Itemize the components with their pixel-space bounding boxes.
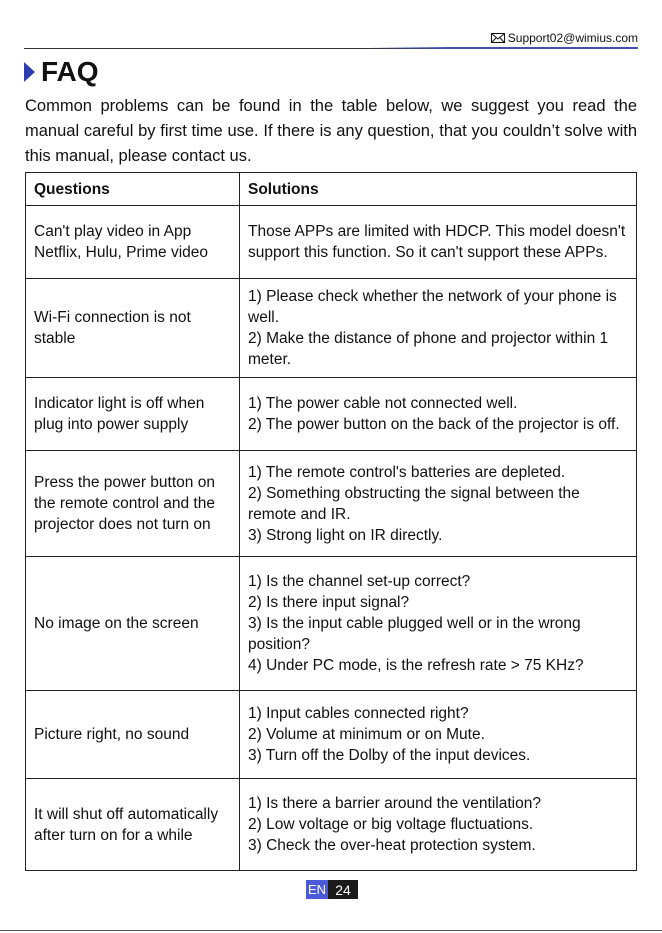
solution-line: 1) Input cables connected right? [248,705,469,722]
page-title [24,56,99,88]
solution-line: 3) Is the input cable plugged well or in the wrong position? [248,615,581,653]
solution-cell [240,451,637,557]
table-row [26,206,637,279]
table-row [26,451,637,557]
table-row [26,557,637,691]
question-cell: Wi-Fi connection is not stable [26,279,240,378]
solution-line: 2) Make the distance of phone and projector within 1 meter. [248,330,609,368]
solution-cell [240,378,637,451]
solution-line: 2) Low voltage or big voltage fluctuations. [248,816,534,833]
solution-line: 3) Turn off the Dolby of the input devices. [248,747,531,764]
page-number [306,880,358,899]
table-row [26,279,637,378]
header-email [491,31,638,45]
page-number-value: 24 [328,880,358,899]
question-cell: Can't play video in App Netflix, Hulu, Prime video [26,206,240,279]
solution-line: Those APPs are limited with HDCP. This model doesn't support this function. So it can't support these APPs. [248,223,626,261]
footer-rule [0,930,662,931]
title-arrow-icon [24,62,35,82]
header-solutions: Solutions [240,173,637,206]
page-title-text: FAQ [41,56,99,87]
question-cell: Press the power button on the remote control and the projector does not turn on [26,451,240,557]
solution-line: 1) The power cable not connected well. [248,395,518,412]
solution-line: 2) Is there input signal? [248,594,410,611]
solution-line: 1) The remote control's batteries are depleted. [248,463,566,481]
solution-line: 2) The power button on the back of the projector is off. [248,416,620,433]
solution-line: 2) Something obstructing the signal between the remote and IR. [248,484,580,523]
solution-line: 1) Is there a barrier around the ventilation? [248,795,541,812]
solution-line: 1) Please check whether the network of your phone is well. [248,288,617,326]
header-questions: Questions [26,173,240,206]
question-cell: Indicator light is off when plug into power supply [26,378,240,451]
solution-cell [240,779,637,871]
solution-line: 1) Is the channel set-up correct? [248,573,471,590]
question-cell: No image on the screen [26,557,240,691]
solution-cell [240,691,637,779]
table-row [26,779,637,871]
solution-line: 4) Under PC mode, is the refresh rate > 75 KHz? [248,657,584,674]
question-cell: It will shut off automatically after turn on for a while [26,779,240,871]
solution-cell [240,206,637,279]
solution-line: 3) Strong light on IR directly. [248,526,443,544]
solution-cell [240,557,637,691]
solution-line: 2) Volume at minimum or on Mute. [248,726,485,743]
faq-table [25,172,637,871]
solution-cell [240,279,637,378]
language-badge: EN [307,882,327,897]
table-row [26,691,637,779]
question-cell: Picture right, no sound [26,691,240,779]
intro-paragraph: Common problems can be found in the table below, we suggest you read the manual careful by first time use. If there is any question, that you couldn’t solve with this manual, please contact us. [25,97,637,165]
header-accent-line [368,47,638,49]
solution-line: 3) Check the over-heat protection system. [248,837,536,854]
header-rule [24,48,638,49]
table-row [26,378,637,451]
email-text: Support02@wimius.com [507,31,638,45]
mail-icon [491,33,505,43]
table-header-row [26,173,637,206]
